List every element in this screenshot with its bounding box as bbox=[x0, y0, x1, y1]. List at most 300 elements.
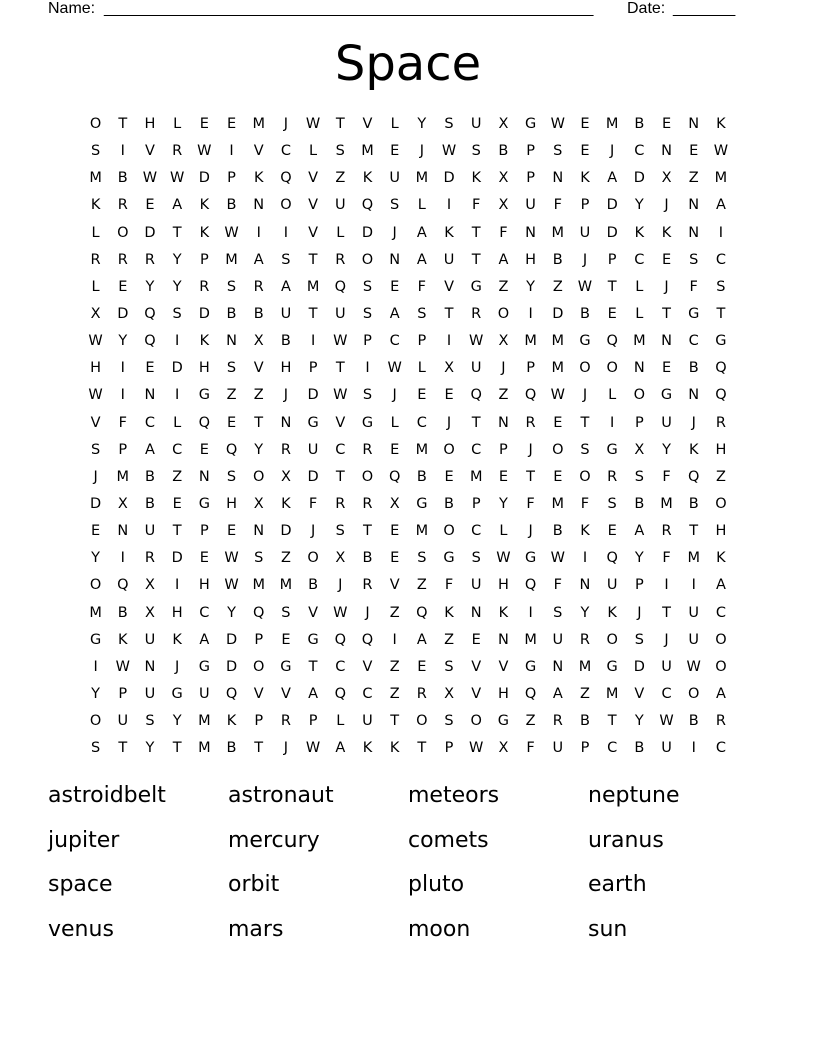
grid-letter: K bbox=[389, 740, 400, 757]
grid-letter: K bbox=[444, 604, 454, 621]
grid-letter: M bbox=[524, 631, 537, 648]
grid-letter: M bbox=[89, 604, 102, 621]
grid-letter: S bbox=[444, 713, 454, 730]
grid-letter: Q bbox=[117, 577, 129, 594]
grid-letter: O bbox=[416, 713, 428, 730]
grid-letter: J bbox=[528, 523, 533, 540]
word-list-item: neptune bbox=[588, 783, 680, 808]
grid-letter: Q bbox=[144, 305, 156, 322]
grid-letter: Y bbox=[417, 116, 427, 132]
grid-letter: U bbox=[688, 604, 700, 621]
grid-letter: A bbox=[199, 631, 210, 648]
date-blank: _______ bbox=[673, 0, 736, 17]
grid-letter: D bbox=[633, 170, 645, 187]
grid-letter: W bbox=[469, 333, 484, 350]
grid-letter: A bbox=[416, 224, 427, 241]
grid-letter: E bbox=[172, 495, 182, 512]
grid-letter: J bbox=[175, 658, 180, 675]
grid-letter: W bbox=[550, 550, 565, 567]
grid-letter: A bbox=[145, 441, 155, 458]
grid-letter: X bbox=[335, 550, 346, 567]
grid-letter: R bbox=[362, 577, 373, 594]
grid-letter: H bbox=[226, 495, 237, 512]
grid-letter: E bbox=[553, 414, 563, 431]
grid-letter: B bbox=[688, 713, 699, 730]
grid-letter: O bbox=[253, 658, 265, 675]
grid-letter: B bbox=[688, 495, 699, 512]
grid-letter: P bbox=[580, 740, 590, 757]
grid-letter: I bbox=[310, 333, 316, 350]
grid-letter: T bbox=[172, 740, 182, 757]
grid-letter: U bbox=[362, 713, 373, 730]
grid-letter: P bbox=[363, 333, 372, 350]
grid-letter: V bbox=[389, 577, 400, 594]
grid-letter: U bbox=[334, 197, 346, 214]
grid-letter: P bbox=[254, 631, 264, 648]
grid-letter: E bbox=[390, 441, 400, 458]
grid-letter: A bbox=[253, 251, 264, 268]
grid-letter: K bbox=[172, 631, 182, 648]
grid-letter: L bbox=[91, 278, 100, 295]
grid-letter: W bbox=[115, 658, 130, 675]
grid-letter: Z bbox=[688, 170, 699, 187]
grid-letter: K bbox=[118, 631, 128, 648]
grid-letter: I bbox=[610, 414, 615, 431]
grid-letter: K bbox=[90, 197, 101, 214]
grid-letter: T bbox=[335, 116, 345, 132]
grid-letter: K bbox=[226, 713, 237, 730]
grid-letter: Y bbox=[254, 441, 264, 458]
grid-letter: S bbox=[417, 550, 427, 567]
grid-letter: J bbox=[93, 468, 98, 485]
grid-letter: P bbox=[118, 685, 128, 702]
grid-letter: Y bbox=[145, 278, 155, 295]
grid-letter: X bbox=[280, 468, 291, 485]
grid-letter: K bbox=[607, 604, 617, 621]
grid-letter: J bbox=[392, 224, 397, 241]
grid-letter: W bbox=[333, 604, 348, 621]
grid-letter: R bbox=[199, 278, 210, 295]
grid-letter: L bbox=[499, 523, 508, 540]
grid-letter: Q bbox=[198, 414, 211, 431]
grid-letter: N bbox=[253, 523, 265, 540]
grid-letter: G bbox=[715, 333, 727, 350]
grid-letter: G bbox=[470, 278, 482, 295]
grid-letter: P bbox=[254, 713, 264, 730]
grid-letter: M bbox=[89, 170, 102, 187]
grid-letter: G bbox=[443, 550, 455, 567]
grid-letter: R bbox=[90, 251, 101, 268]
grid-letter: F bbox=[526, 740, 535, 757]
grid-letter: A bbox=[416, 631, 427, 648]
grid-letter: D bbox=[198, 170, 210, 187]
grid-letter: W bbox=[224, 550, 239, 567]
grid-letter: Y bbox=[172, 713, 182, 730]
grid-letter: U bbox=[117, 713, 129, 730]
grid-letter: K bbox=[661, 224, 672, 241]
grid-letter: E bbox=[417, 387, 427, 404]
grid-letter: T bbox=[716, 305, 726, 322]
grid-letter: K bbox=[634, 224, 645, 241]
grid-letter: M bbox=[116, 468, 130, 485]
grid-letter: N bbox=[688, 224, 700, 241]
grid-letter: T bbox=[471, 224, 481, 241]
grid-letter: Q bbox=[334, 278, 346, 295]
grid-letter: J bbox=[310, 523, 316, 540]
grid-letter: V bbox=[145, 143, 155, 160]
grid-letter: F bbox=[308, 495, 318, 512]
grid-letter: B bbox=[226, 305, 237, 322]
grid-letter: E bbox=[661, 251, 672, 268]
grid-letter: F bbox=[444, 577, 454, 594]
grid-letter: L bbox=[635, 305, 644, 322]
grid-letter: C bbox=[199, 604, 210, 621]
grid-letter: A bbox=[607, 170, 618, 187]
grid-letter: O bbox=[497, 305, 510, 322]
grid-letter: U bbox=[280, 305, 292, 322]
grid-letter: C bbox=[335, 658, 346, 675]
grid-letter: N bbox=[525, 224, 537, 241]
grid-letter: F bbox=[499, 224, 508, 241]
grid-letter: T bbox=[580, 414, 590, 431]
grid-letter: G bbox=[524, 550, 537, 567]
grid-letter: N bbox=[661, 143, 672, 160]
grid-letter: U bbox=[552, 740, 564, 757]
grid-letter: E bbox=[580, 143, 590, 160]
grid-letter: T bbox=[308, 658, 318, 675]
grid-letter: X bbox=[145, 577, 155, 594]
grid-letter: K bbox=[362, 740, 373, 757]
grid-letter: N bbox=[470, 604, 482, 621]
grid-letter: N bbox=[117, 523, 129, 540]
grid-letter: S bbox=[254, 550, 264, 567]
grid-letter: A bbox=[715, 577, 726, 594]
grid-letter: Y bbox=[145, 740, 155, 757]
grid-letter: C bbox=[715, 604, 726, 621]
grid-letter: I bbox=[528, 305, 533, 322]
grid-letter: A bbox=[715, 685, 726, 702]
word-list-item: astronaut bbox=[228, 783, 334, 808]
grid-letter: Y bbox=[91, 550, 101, 567]
grid-letter: P bbox=[308, 360, 318, 377]
grid-letter: O bbox=[117, 224, 129, 241]
grid-letter: M bbox=[551, 360, 565, 377]
grid-letter: Q bbox=[715, 360, 727, 377]
grid-letter: V bbox=[280, 685, 291, 702]
grid-letter: S bbox=[417, 305, 427, 322]
grid-letter: E bbox=[199, 441, 209, 458]
grid-letter: Z bbox=[226, 387, 237, 404]
grid-letter: B bbox=[416, 468, 427, 485]
grid-letter: C bbox=[715, 740, 726, 757]
grid-letter: B bbox=[144, 468, 155, 485]
grid-letter: O bbox=[89, 577, 102, 594]
grid-letter: G bbox=[361, 414, 374, 431]
grid-letter: C bbox=[688, 333, 699, 350]
grid-letter: R bbox=[280, 441, 291, 458]
grid-letter: N bbox=[552, 170, 564, 187]
grid-letter: Z bbox=[172, 468, 183, 485]
grid-letter: U bbox=[661, 740, 672, 757]
grid-letter: S bbox=[362, 305, 373, 322]
grid-letter: D bbox=[307, 387, 319, 404]
grid-letter: T bbox=[662, 305, 671, 322]
grid-letter: V bbox=[308, 170, 319, 187]
grid-letter: D bbox=[552, 305, 564, 322]
grid-letter: K bbox=[199, 197, 210, 214]
word-list-item: space bbox=[48, 872, 113, 897]
grid-letter: I bbox=[582, 550, 588, 567]
grid-letter: O bbox=[579, 468, 591, 485]
grid-letter: B bbox=[634, 495, 645, 512]
grid-letter: L bbox=[91, 224, 100, 241]
grid-letter: U bbox=[199, 685, 210, 702]
word-list-item: orbit bbox=[228, 872, 280, 897]
grid-letter: P bbox=[444, 740, 454, 757]
grid-letter: P bbox=[526, 360, 535, 377]
grid-letter: V bbox=[471, 685, 482, 702]
grid-letter: U bbox=[334, 305, 346, 322]
grid-letter: M bbox=[415, 170, 429, 187]
grid-letter: T bbox=[172, 224, 182, 241]
grid-letter: Q bbox=[606, 333, 618, 350]
grid-letter: H bbox=[715, 523, 727, 540]
grid-letter: I bbox=[120, 550, 125, 567]
grid-letter: K bbox=[444, 224, 454, 241]
grid-letter: U bbox=[552, 631, 564, 648]
word-list-item: astroidbelt bbox=[48, 783, 166, 808]
grid-letter: R bbox=[471, 305, 482, 322]
grid-letter: V bbox=[362, 658, 373, 675]
grid-letter: E bbox=[444, 468, 454, 485]
grid-letter: A bbox=[389, 305, 400, 322]
grid-letter: E bbox=[226, 414, 237, 431]
grid-letter: I bbox=[392, 631, 397, 648]
grid-letter: X bbox=[498, 197, 509, 214]
grid-letter: R bbox=[335, 495, 346, 512]
grid-letter: T bbox=[607, 278, 617, 295]
grid-letter: G bbox=[606, 658, 618, 675]
grid-letter: S bbox=[553, 604, 563, 621]
grid-letter: Z bbox=[525, 713, 536, 730]
grid-letter: U bbox=[606, 577, 618, 594]
grid-letter: N bbox=[389, 251, 401, 268]
grid-letter: K bbox=[498, 604, 509, 621]
grid-letter: U bbox=[688, 631, 700, 648]
grid-letter: Z bbox=[253, 387, 264, 404]
grid-letter: V bbox=[308, 197, 319, 214]
grid-letter: T bbox=[526, 468, 536, 485]
grid-letter: N bbox=[253, 197, 265, 214]
grid-letter: X bbox=[498, 116, 509, 132]
grid-letter: S bbox=[634, 468, 644, 485]
grid-letter: J bbox=[582, 251, 588, 268]
grid-letter: M bbox=[633, 333, 646, 350]
grid-letter: F bbox=[472, 197, 481, 214]
grid-letter: E bbox=[226, 523, 237, 540]
grid-letter: W bbox=[659, 713, 674, 730]
name-label: Name: bbox=[48, 0, 96, 17]
grid-letter: O bbox=[606, 360, 618, 377]
grid-letter: Y bbox=[172, 278, 182, 295]
word-list-item: pluto bbox=[408, 872, 465, 897]
grid-letter: U bbox=[307, 441, 319, 458]
grid-letter: S bbox=[226, 278, 237, 295]
grid-letter: T bbox=[254, 414, 264, 431]
grid-letter: V bbox=[634, 685, 645, 702]
grid-letter: P bbox=[607, 251, 617, 268]
grid-letter: R bbox=[525, 414, 536, 431]
grid-letter: Q bbox=[280, 170, 292, 187]
grid-letter: X bbox=[498, 170, 509, 187]
grid-letter: M bbox=[361, 143, 374, 160]
grid-letter: M bbox=[306, 278, 320, 295]
grid-letter: R bbox=[607, 468, 618, 485]
grid-letter: P bbox=[118, 441, 128, 458]
grid-letter: Z bbox=[389, 604, 400, 621]
grid-letter: R bbox=[715, 713, 726, 730]
grid-letter: I bbox=[175, 387, 180, 404]
grid-letter: K bbox=[253, 170, 264, 187]
grid-letter: F bbox=[689, 278, 698, 295]
grid-letter: J bbox=[582, 387, 588, 404]
grid-letter: V bbox=[471, 658, 482, 675]
grid-letter: E bbox=[417, 658, 427, 675]
grid-letter: F bbox=[526, 495, 535, 512]
grid-letter: A bbox=[715, 197, 726, 214]
grid-letter: O bbox=[715, 495, 727, 512]
grid-letter: J bbox=[283, 116, 289, 132]
grid-letter: F bbox=[580, 495, 590, 512]
grid-letter: Y bbox=[91, 685, 101, 702]
word-list-item: mars bbox=[228, 916, 284, 942]
grid-letter: F bbox=[553, 577, 562, 594]
grid-letter: M bbox=[415, 523, 429, 540]
grid-letter: S bbox=[281, 251, 291, 268]
grid-letter: G bbox=[497, 713, 510, 730]
grid-letter: O bbox=[307, 550, 319, 567]
grid-letter: L bbox=[390, 414, 399, 431]
grid-letter: E bbox=[390, 550, 400, 567]
grid-letter: J bbox=[664, 278, 669, 295]
grid-letter: K bbox=[716, 550, 726, 567]
grid-letter: I bbox=[175, 577, 180, 594]
grid-letter: D bbox=[443, 170, 455, 187]
grid-letter: M bbox=[551, 495, 565, 512]
grid-letter: P bbox=[499, 441, 508, 458]
grid-letter: S bbox=[226, 360, 237, 377]
grid-letter: I bbox=[256, 224, 261, 241]
grid-letter: E bbox=[580, 116, 590, 132]
grid-letter: Q bbox=[225, 441, 238, 458]
grid-letter: Z bbox=[335, 170, 346, 187]
grid-letter: V bbox=[498, 658, 509, 675]
grid-letter: T bbox=[172, 523, 182, 540]
grid-letter: P bbox=[308, 713, 318, 730]
grid-letter: W bbox=[550, 116, 565, 132]
grid-letter: M bbox=[225, 251, 238, 268]
grid-letter: E bbox=[444, 387, 454, 404]
grid-letter: A bbox=[552, 685, 563, 702]
grid-letter: S bbox=[444, 116, 454, 132]
grid-letter: G bbox=[688, 305, 700, 322]
word-list-item: jupiter bbox=[48, 827, 120, 853]
grid-letter: D bbox=[171, 550, 183, 567]
grid-letter: E bbox=[689, 143, 699, 160]
grid-letter: T bbox=[335, 468, 345, 485]
grid-letter: Z bbox=[280, 550, 291, 567]
grid-letter: W bbox=[333, 333, 348, 350]
grid-letter: H bbox=[497, 685, 509, 702]
grid-letter: J bbox=[338, 577, 343, 594]
grid-letter: E bbox=[607, 523, 617, 540]
grid-letter: Z bbox=[389, 685, 400, 702]
grid-letter: B bbox=[444, 495, 454, 512]
grid-letter: L bbox=[608, 387, 617, 404]
grid-letter: M bbox=[605, 685, 619, 702]
grid-letter: J bbox=[392, 387, 397, 404]
grid-letter: J bbox=[365, 604, 370, 621]
grid-letter: J bbox=[446, 414, 452, 431]
grid-letter: X bbox=[634, 441, 645, 458]
grid-letter: K bbox=[716, 116, 726, 132]
grid-letter: D bbox=[225, 658, 238, 675]
grid-letter: B bbox=[117, 604, 128, 621]
grid-letter: G bbox=[524, 116, 537, 132]
grid-letter: A bbox=[634, 523, 645, 540]
grid-letter: O bbox=[715, 631, 727, 648]
grid-letter: T bbox=[390, 713, 400, 730]
grid-letter: O bbox=[633, 387, 646, 404]
grid-letter: S bbox=[390, 197, 400, 214]
grid-letter: D bbox=[198, 305, 210, 322]
word-list bbox=[48, 780, 768, 958]
grid-letter: P bbox=[199, 251, 209, 268]
grid-letter: O bbox=[89, 713, 102, 730]
grid-letter: M bbox=[198, 740, 211, 757]
word-list-item: sun bbox=[588, 916, 628, 942]
grid-letter: Q bbox=[524, 685, 537, 702]
grid-letter: N bbox=[688, 116, 700, 132]
grid-letter: N bbox=[661, 333, 672, 350]
grid-letter: E bbox=[199, 550, 209, 567]
grid-letter: T bbox=[471, 251, 481, 268]
grid-letter: R bbox=[362, 495, 373, 512]
grid-letter: T bbox=[308, 305, 318, 322]
grid-letter: C bbox=[144, 414, 156, 431]
grid-letter: K bbox=[471, 170, 481, 187]
grid-letter: Z bbox=[552, 278, 563, 295]
grid-letter: F bbox=[417, 278, 427, 295]
grid-letter: N bbox=[688, 197, 700, 214]
grid-letter: W bbox=[197, 143, 212, 160]
grid-letter: X bbox=[253, 495, 264, 512]
grid-letter: B bbox=[579, 305, 590, 322]
grid-letter: G bbox=[660, 387, 673, 404]
grid-letter: I bbox=[283, 224, 289, 241]
grid-letter: N bbox=[198, 468, 210, 485]
grid-letter: O bbox=[688, 685, 700, 702]
grid-letter: T bbox=[662, 604, 671, 621]
grid-letter: B bbox=[634, 740, 645, 757]
grid-letter: Q bbox=[144, 333, 156, 350]
grid-letter: S bbox=[444, 658, 454, 675]
grid-letter: X bbox=[661, 170, 672, 187]
grid-letter: Y bbox=[634, 197, 644, 214]
grid-letter: O bbox=[443, 523, 455, 540]
grid-letter: J bbox=[283, 740, 289, 757]
grid-letter: Z bbox=[444, 631, 454, 648]
